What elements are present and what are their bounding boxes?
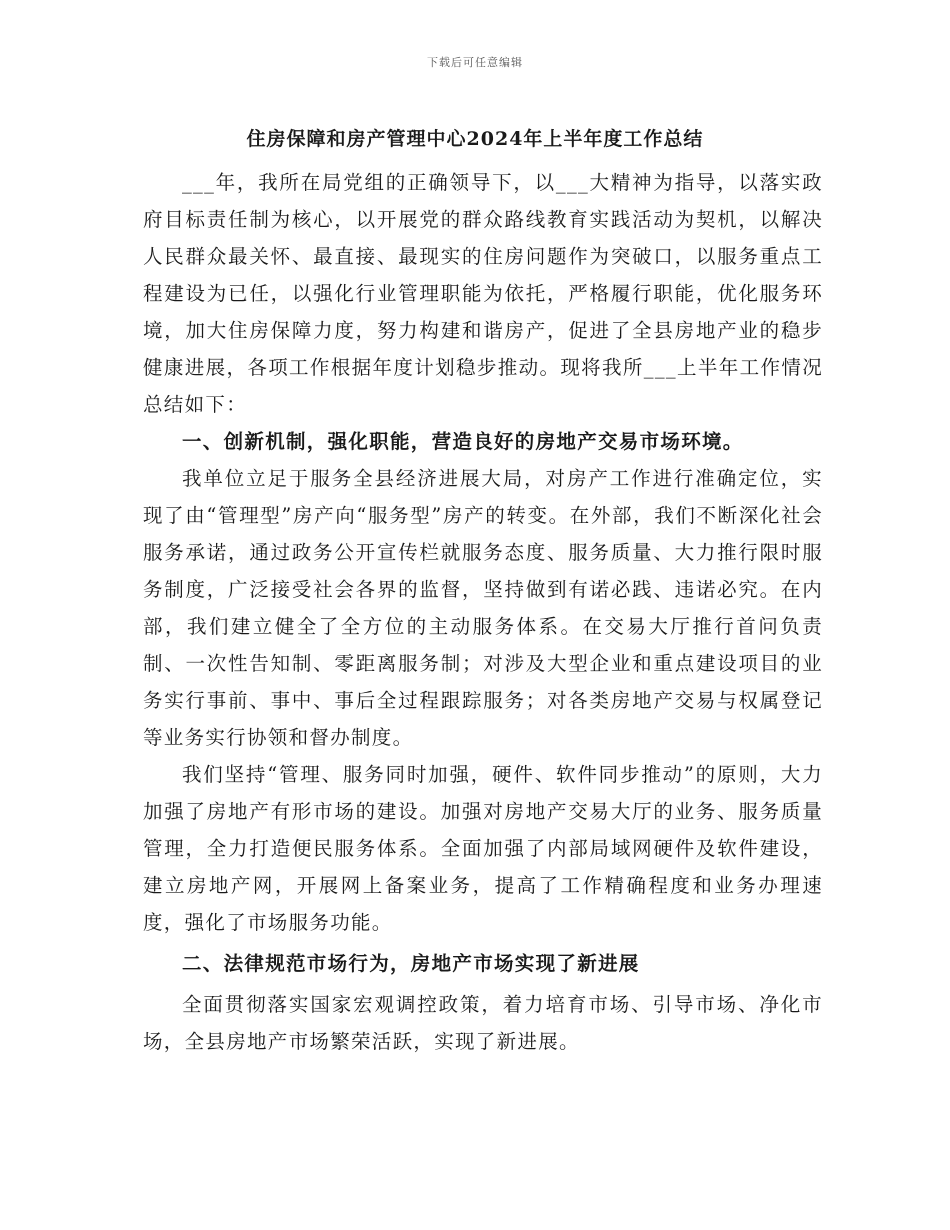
document-title: 住房保障和房产管理中心2024年上半年度工作总结	[246, 128, 704, 150]
section-1-paragraph-1: 我单位立足于服务全县经济进展大局，对房产工作进行准确定位，实现了由“管理型”房产向“服务型”房产的转变。在外部，我们不断深化社会服务承诺，通过政务公开宣传栏就服务态度、服务质量、大力推行限时服务制度，广泛接受社会各界的监督，坚持做到有诺必践、违诺必究。在内部，我们建立健全了全方位的主动服务体系。在交易大厅推行首问负责制、一次性告知制、零距离服务制；对涉及大型企业和重点建设项目的业务实行事前、事中、事后全过程跟踪服务；对各类房地产交易与权属登记等业务实行协领和督办制度。	[143, 467, 823, 749]
section-1-paragraph-2: 我们坚持“管理、服务同时加强，硬件、软件同步推动”的原则，大力加强了房地产有形市场的建设。加强对房地产交易大厅的业务、服务质量管理，全力打造便民服务体系。全面加强了内部局域网硬件及软件建设，建立房地产网，开展网上备案业务，提高了工作精确程度和业务办理速度，强化了市场服务功能。	[143, 763, 823, 934]
section-2-heading: 二、法律规范市场行为，房地产市场实现了新进展	[182, 952, 640, 975]
section-2-paragraph-1: 全面贯彻落实国家宏观调控政策，着力培育市场、引导市场、净化市场，全县房地产市场繁荣活跃，实现了新进展。	[143, 993, 823, 1053]
section-1-heading: 一、创新机制，强化职能，营造良好的房地产交易市场环境。	[182, 430, 744, 453]
intro-paragraph: ___年，我所在局党组的正确领导下，以___大精神为指导，以落实政府目标责任制为核心，以开展党的群众路线教育实践活动为契机，以解决人民群众最关怀、最直接、最现实的住房问题作为突破口，以服务重点工程建设为已任，以强化行业管理职能为依托，严格履行职能，优化服务环境，加大住房保障力度，努力构建和谐房产，促进了全县房地产业的稳步健康进展，各项工作根据年度计划稳步推动。现将我所___上半年工作情况总结如下：	[143, 171, 823, 416]
document-body	[143, 164, 823, 1060]
header-note: 下载后可任意编辑	[427, 56, 523, 69]
